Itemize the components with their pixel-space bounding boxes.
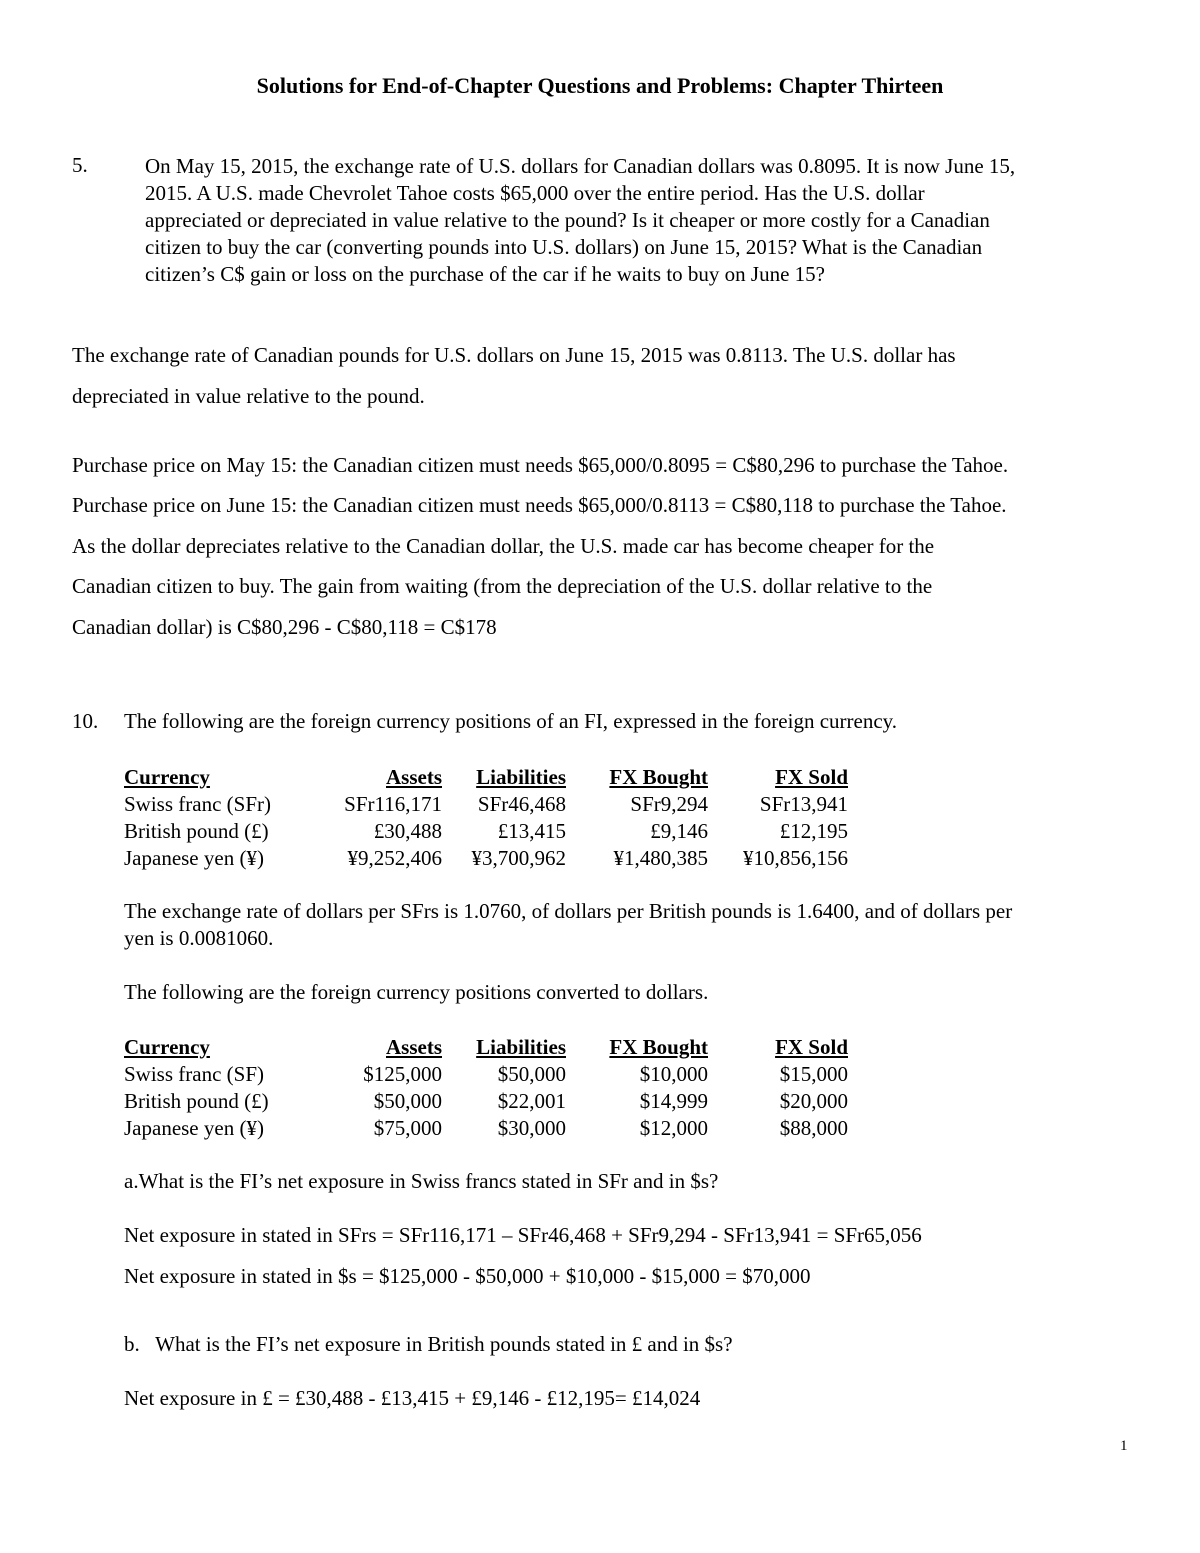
table-row: [124, 818, 848, 845]
answer-line: As the dollar depreciates relative to the Canadian dollar, the U.S. made car has become cheaper for the: [72, 534, 935, 558]
exchange-rate-line: The exchange rate of dollars per SFrs is 1.0760, of dollars per British pounds is 1.6400, and of dollars per: [124, 899, 1013, 923]
question-number: 5.: [72, 153, 88, 177]
table-cell: ¥3,700,962: [471, 846, 566, 870]
table-cell: Swiss franc (SF): [124, 1062, 264, 1086]
part-a-answer: Net exposure in stated in $s = $125,000 - $50,000 + $10,000 - $15,000 = $70,000: [124, 1264, 811, 1288]
column-header: Assets: [386, 765, 442, 789]
table-cell: Japanese yen (¥): [124, 1116, 264, 1140]
part-b-question: b. What is the FI’s net exposure in British pounds stated in £ and in $s?: [124, 1332, 733, 1356]
question-line: citizen’s C$ gain or loss on the purchase of the car if he waits to buy on June 15?: [145, 262, 825, 286]
answer-line: depreciated in value relative to the pound.: [72, 384, 425, 408]
column-header: Liabilities: [476, 1035, 566, 1059]
column-header: Liabilities: [476, 765, 566, 789]
question-10-intro: The following are the foreign currency positions of an FI, expressed in the foreign currency.: [124, 709, 898, 733]
fx-positions-table: [124, 764, 848, 872]
table-cell: $15,000: [779, 1062, 848, 1086]
column-header: Currency: [124, 765, 210, 789]
answer-line: Purchase price on June 15: the Canadian citizen must needs $65,000/0.8113 = C$80,118 to purchase the Tahoe.: [72, 493, 1007, 517]
column-header: FX Sold: [775, 1035, 848, 1059]
table-cell: British pound (£): [124, 1089, 269, 1113]
table-row: [124, 1115, 848, 1142]
part-a-answer: Net exposure in stated in SFrs = SFr116,171 – SFr46,468 + SFr9,294 - SFr13,941 = SFr65,056: [124, 1223, 922, 1247]
question-line: On May 15, 2015, the exchange rate of U.S. dollars for Canadian dollars was 0.8095. It is now June 15,: [145, 154, 1016, 178]
table-cell: Japanese yen (¥): [124, 846, 264, 870]
table-header-row: [124, 1034, 848, 1061]
question-line: citizen to buy the car (converting pounds into U.S. dollars) on June 15, 2015? What is the Canadian: [145, 235, 983, 259]
table-cell: £30,488: [373, 819, 442, 843]
table-cell: $20,000: [779, 1089, 848, 1113]
table-row: [124, 1061, 848, 1088]
converted-intro: The following are the foreign currency positions converted to dollars.: [124, 980, 709, 1004]
table-cell: $88,000: [779, 1116, 848, 1140]
question-line: 2015. A U.S. made Chevrolet Tahoe costs $65,000 over the entire period. Has the U.S. dollar: [145, 181, 925, 205]
table-cell: $125,000: [363, 1062, 442, 1086]
table-row: [124, 845, 848, 872]
column-header: FX Sold: [775, 765, 848, 789]
table-cell: SFr46,468: [477, 792, 566, 816]
page-title: Solutions for End-of-Chapter Questions and Problems: Chapter Thirteen: [256, 73, 944, 98]
table-cell: £13,415: [497, 819, 566, 843]
table-cell: ¥1,480,385: [613, 846, 708, 870]
table-cell: $50,000: [373, 1089, 442, 1113]
table-cell: British pound (£): [124, 819, 269, 843]
table-cell: $12,000: [639, 1116, 708, 1140]
column-header: FX Bought: [609, 1035, 708, 1059]
question-number: 10.: [72, 709, 99, 733]
page-number: 1: [1120, 1438, 1128, 1454]
column-header: FX Bought: [609, 765, 708, 789]
table-cell: ¥9,252,406: [347, 846, 442, 870]
converted-positions-table: [124, 1034, 848, 1142]
table-cell: $14,999: [639, 1089, 708, 1113]
part-b-answer: Net exposure in £ = £30,488 - £13,415 + £9,146 - £12,195= £14,024: [124, 1386, 701, 1410]
table-header-row: [124, 764, 848, 791]
table-cell: £12,195: [779, 819, 848, 843]
table-cell: $22,001: [497, 1089, 566, 1113]
column-header: Currency: [124, 1035, 210, 1059]
table-cell: SFr116,171: [344, 792, 442, 816]
answer-line: The exchange rate of Canadian pounds for U.S. dollars on June 15, 2015 was 0.8113. The U.S. dollar has: [72, 343, 956, 367]
answer-line: Canadian dollar) is C$80,296 - C$80,118 = C$178: [72, 615, 497, 639]
answer-line: Purchase price on May 15: the Canadian citizen must needs $65,000/0.8095 = C$80,296 to purchase the Tahoe.: [72, 453, 1009, 477]
question-5-text: [145, 153, 1125, 288]
table-cell: SFr9,294: [630, 792, 708, 816]
table-cell: $30,000: [497, 1116, 566, 1140]
exchange-rate-line: yen is 0.0081060.: [124, 926, 274, 950]
answer-line: Canadian citizen to buy. The gain from waiting (from the depreciation of the U.S. dollar relative to the: [72, 574, 933, 598]
table-cell: Swiss franc (SFr): [124, 792, 271, 816]
table-row: [124, 791, 848, 818]
table-cell: £9,146: [650, 819, 708, 843]
question-line: appreciated or depreciated in value relative to the pound? Is it cheaper or more costly for a Canadian: [145, 208, 990, 232]
table-cell: SFr13,941: [759, 792, 848, 816]
column-header: Assets: [386, 1035, 442, 1059]
table-cell: $10,000: [639, 1062, 708, 1086]
table-cell: $50,000: [497, 1062, 566, 1086]
table-cell: $75,000: [373, 1116, 442, 1140]
table-row: [124, 1088, 848, 1115]
table-cell: ¥10,856,156: [743, 846, 848, 870]
part-a-question: a.What is the FI’s net exposure in Swiss francs stated in SFr and in $s?: [124, 1169, 719, 1193]
